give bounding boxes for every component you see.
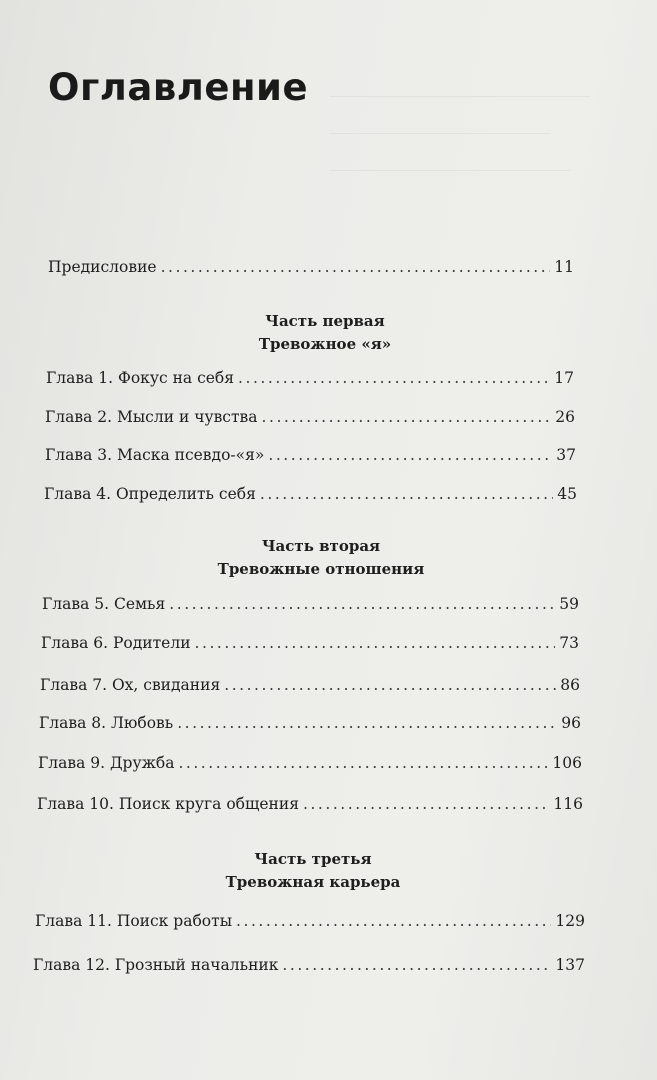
toc-entry-page: 106	[552, 754, 582, 772]
show-through-texture	[330, 60, 650, 197]
toc-entry-page: 37	[556, 446, 576, 464]
toc-entry-page: 45	[557, 485, 577, 503]
toc-entry-label: Предисловие	[48, 258, 157, 276]
toc-entry[interactable]	[35, 912, 585, 930]
toc-entry-page: 116	[553, 795, 583, 813]
toc-entry-page: 17	[554, 369, 574, 387]
dot-leader	[260, 485, 553, 503]
toc-entry-label: Глава 7. Ох, свидания	[40, 676, 221, 694]
toc-entry-label: Глава 3. Маска псевдо-«я»	[45, 446, 265, 464]
toc-entry[interactable]	[44, 485, 577, 503]
dot-leader	[236, 912, 551, 930]
toc-entry[interactable]	[46, 369, 574, 387]
toc-entry-page: 129	[555, 912, 585, 930]
toc-entry-preface[interactable]	[48, 258, 574, 276]
toc-entry[interactable]	[40, 676, 580, 694]
toc-entry[interactable]	[41, 634, 579, 652]
part-name: Часть вторая	[261, 537, 381, 555]
dot-leader	[195, 634, 556, 652]
toc-entry-label: Глава 2. Мысли и чувства	[45, 408, 258, 426]
toc-entry[interactable]	[45, 446, 576, 464]
toc-entry-label: Глава 11. Поиск работы	[35, 912, 233, 930]
part-heading	[210, 310, 440, 356]
toc-entry[interactable]	[38, 754, 582, 772]
dot-leader	[169, 595, 555, 613]
toc-entry-label: Глава 6. Родители	[41, 634, 191, 652]
toc-entry[interactable]	[45, 408, 575, 426]
dot-leader	[224, 676, 556, 694]
dot-leader	[177, 714, 557, 732]
part-heading	[196, 535, 446, 581]
toc-entry-label: Глава 5. Семья	[42, 595, 166, 613]
part-heading	[196, 848, 430, 894]
dot-leader	[238, 369, 550, 387]
toc-entry-page: 59	[559, 595, 579, 613]
toc-entry-label: Глава 10. Поиск круга общения	[37, 795, 300, 813]
part-name: Часть первая	[265, 312, 385, 330]
part-name: Часть третья	[254, 850, 372, 868]
dot-leader	[161, 258, 551, 276]
dot-leader	[178, 754, 548, 772]
toc-entry-page: 86	[560, 676, 580, 694]
toc-entry-page: 137	[555, 956, 585, 974]
dot-leader	[268, 446, 552, 464]
toc-entry-label: Глава 8. Любовь	[39, 714, 174, 732]
toc-entry-page: 96	[561, 714, 581, 732]
dot-leader	[303, 795, 549, 813]
toc-entry-label: Глава 4. Определить себя	[44, 485, 256, 503]
toc-entry[interactable]	[39, 714, 581, 732]
page-title: Оглавление	[48, 66, 309, 109]
toc-entry-label: Глава 9. Дружба	[38, 754, 175, 772]
toc-entry-page: 73	[559, 634, 579, 652]
toc-entry[interactable]	[42, 595, 579, 613]
toc-entry-page: 26	[555, 408, 575, 426]
toc-entry[interactable]	[37, 795, 583, 813]
part-subtitle: Тревожная карьера	[225, 873, 401, 891]
part-subtitle: Тревожное «я»	[258, 335, 392, 353]
dot-leader	[282, 956, 551, 974]
toc-entry[interactable]	[33, 956, 585, 974]
dot-leader	[262, 408, 552, 426]
toc-entry-label: Глава 1. Фокус на себя	[46, 369, 235, 387]
toc-entry-label: Глава 12. Грозный начальник	[33, 956, 279, 974]
toc-entry-page: 11	[554, 258, 574, 276]
part-subtitle: Тревожные отношения	[217, 560, 425, 578]
